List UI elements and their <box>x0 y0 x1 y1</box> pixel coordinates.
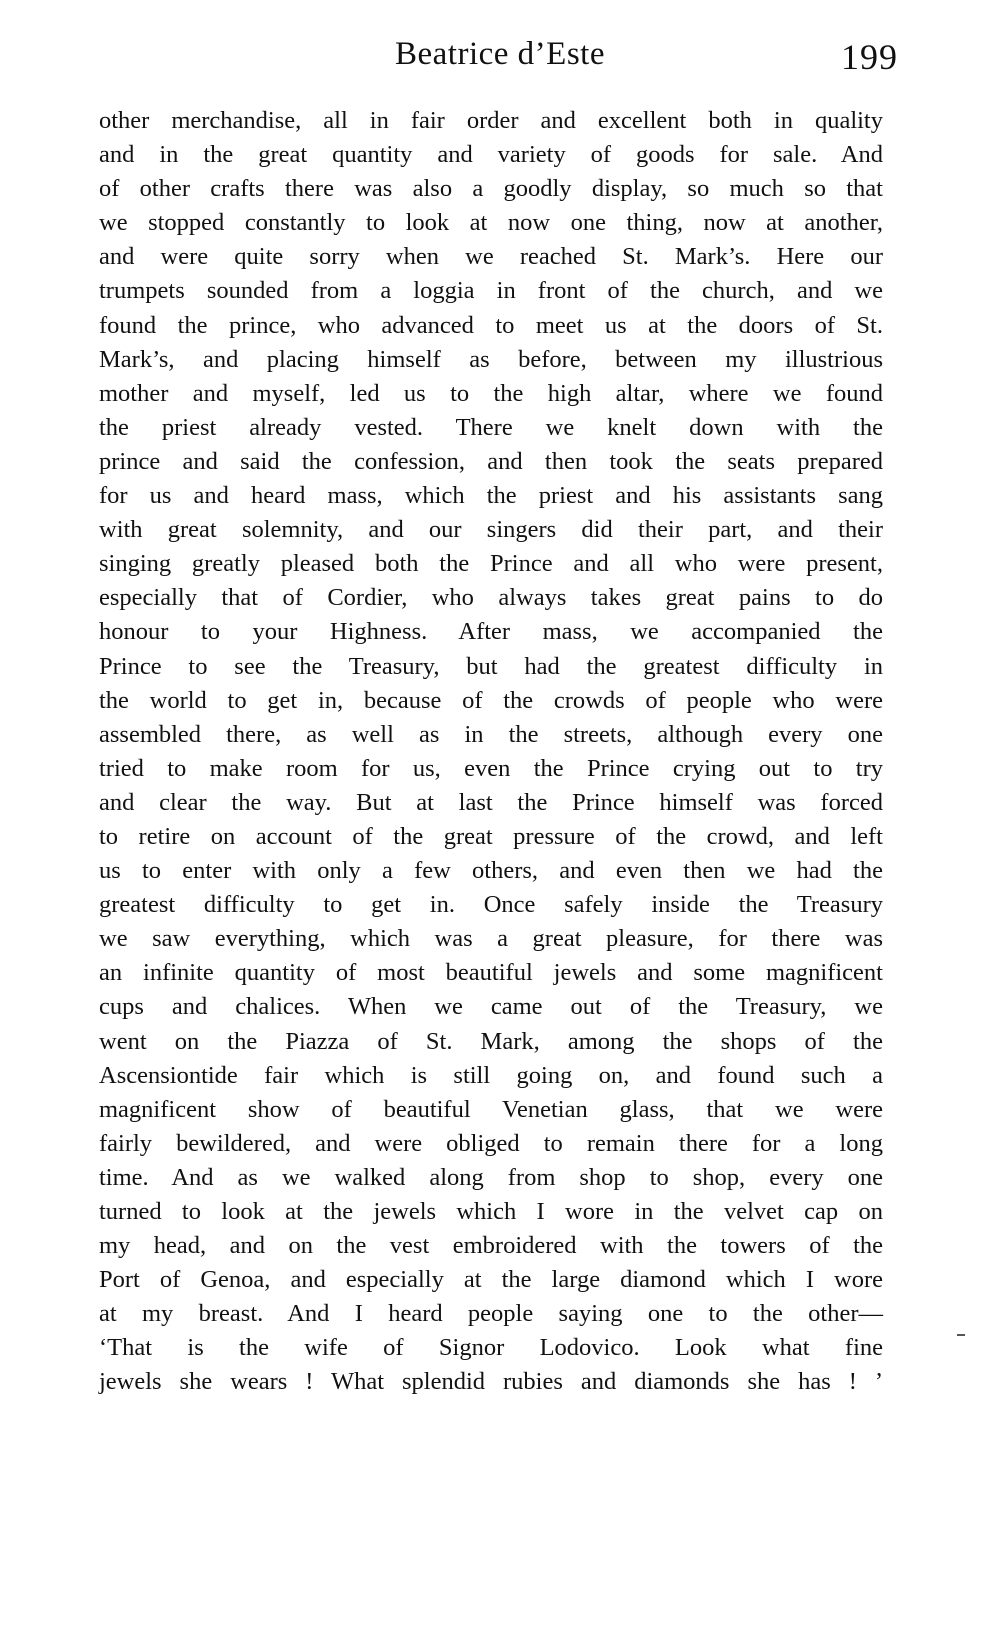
text-line: to retire on account of the great pressure of the crowd, and left <box>99 822 883 850</box>
text-line: other merchandise, all in fair order and excellent both in quality <box>99 107 883 134</box>
text-line: singing greatly pleased both the Prince and all who were present, <box>99 550 883 578</box>
text-line: tried to make room for us, even the Prince crying out to try <box>99 754 883 782</box>
text-line: honour to your Highness. After mass, we accompanied the <box>99 618 883 646</box>
text-line: we stopped constantly to look at now one thing, now at another, <box>99 209 883 237</box>
text-line: my head, and on the vest embroidered with the towers of the <box>99 1232 883 1260</box>
body-text <box>99 104 883 1400</box>
text-line: the world to get in, because of the crowds of people who were <box>99 686 883 714</box>
text-line: time. And as we walked along from shop to shop, every one <box>99 1163 883 1191</box>
text-line: Prince to see the Treasury, but had the greatest difficulty in <box>99 652 883 680</box>
text-line: found the prince, who advanced to meet us at the doors of St. <box>99 311 883 339</box>
text-line: trumpets sounded from a loggia in front of the church, and we <box>99 277 883 305</box>
text-line: ‘That is the wife of Signor Lodovico. Look what fine <box>99 1334 883 1362</box>
text-line: went on the Piazza of St. Mark, among the shops of the <box>99 1027 883 1055</box>
text-line: us to enter with only a few others, and even then we had the <box>99 857 883 885</box>
text-line: an infinite quantity of most beautiful jewels and some magnificent <box>99 959 883 987</box>
text-line: Port of Genoa, and especially at the large diamond which I wore <box>99 1266 883 1294</box>
text-line: for us and heard mass, which the priest and his assistants sang <box>99 482 883 510</box>
text-line: turned to look at the jewels which I wore in the velvet cap on <box>99 1198 883 1225</box>
text-line: with great solemnity, and our singers did their part, and their <box>99 516 883 544</box>
text-line: greatest difficulty to get in. Once safely inside the Treasury <box>99 891 883 919</box>
text-line: at my breast. And I heard people saying one to the other— <box>99 1300 883 1328</box>
text-line: fairly bewildered, and were obliged to remain there for a long <box>99 1129 883 1157</box>
text-line: assembled there, as well as in the streets, although every one <box>99 720 883 748</box>
text-line: cups and chalices. When we came out of the Treasury, we <box>99 993 883 1021</box>
text-line: mother and myself, led us to the high altar, where we found <box>99 379 883 407</box>
text-line: jewels she wears ! What splendid rubies and diamonds she has ! ’ <box>99 1368 883 1396</box>
text-line: Mark’s, and placing himself as before, between my illustrious <box>99 345 883 373</box>
text-line: prince and said the confession, and then took the seats prepared <box>99 447 883 475</box>
text-line: and were quite sorry when we reached St. Mark’s. Here our <box>99 243 883 271</box>
running-title: Beatrice d’Este <box>395 36 605 72</box>
text-line: especially that of Cordier, who always takes great pains to do <box>99 584 883 612</box>
running-head <box>100 30 900 80</box>
text-line: of other crafts there was also a goodly display, so much so that <box>99 175 883 203</box>
text-line: we saw everything, which was a great pleasure, for there was <box>99 925 883 953</box>
text-line: and in the great quantity and variety of goods for sale. And <box>99 141 883 169</box>
page-number: 199 <box>841 37 898 77</box>
text-line: magnificent show of beautiful Venetian glass, that we were <box>99 1095 883 1123</box>
margin-mark <box>957 1334 965 1336</box>
text-line: the priest already vested. There we knelt down with the <box>99 413 883 441</box>
text-line: Ascensiontide fair which is still going on, and found such a <box>99 1061 883 1089</box>
text-line: and clear the way. But at last the Prince himself was forced <box>99 788 883 816</box>
